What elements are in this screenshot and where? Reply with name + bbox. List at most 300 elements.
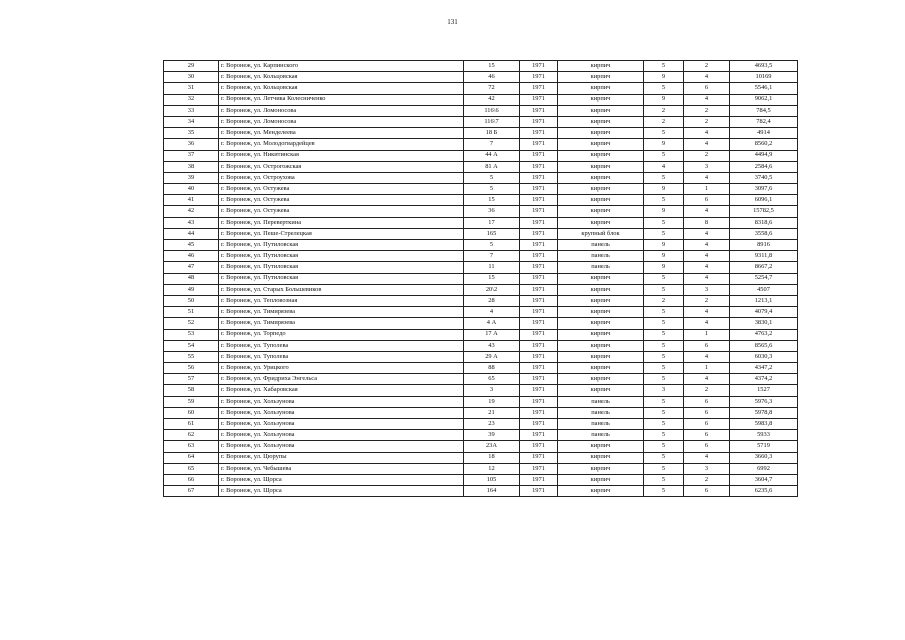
table-row: [164, 419, 798, 430]
house-number-cell: 105: [464, 474, 520, 485]
build-year-cell: 1971: [520, 72, 558, 83]
area-cell: 5933: [730, 430, 798, 441]
wall-material-cell: кирпич: [558, 351, 644, 362]
address-cell: г. Воронеж, ул. Тимирязева: [219, 318, 464, 329]
house-number-cell: 43: [464, 340, 520, 351]
row-number-cell: 43: [164, 217, 219, 228]
area-cell: 8560,2: [730, 139, 798, 150]
floors-cell: 4: [644, 161, 684, 172]
build-year-cell: 1971: [520, 195, 558, 206]
house-number-cell: 23: [464, 419, 520, 430]
house-number-cell: 65: [464, 374, 520, 385]
floors-cell: 9: [644, 240, 684, 251]
build-year-cell: 1971: [520, 273, 558, 284]
row-number-cell: 47: [164, 262, 219, 273]
house-number-cell: 4: [464, 307, 520, 318]
row-number-cell: 46: [164, 251, 219, 262]
table-row: [164, 452, 798, 463]
address-cell: г. Воронеж, ул. Тепловозная: [219, 295, 464, 306]
floors-cell: 9: [644, 262, 684, 273]
floors-cell: 5: [644, 419, 684, 430]
table-row: [164, 407, 798, 418]
area-cell: 6096,1: [730, 195, 798, 206]
wall-material-cell: панель: [558, 262, 644, 273]
row-number-cell: 44: [164, 228, 219, 239]
row-number-cell: 62: [164, 430, 219, 441]
area-cell: 3097,6: [730, 184, 798, 195]
build-year-cell: 1971: [520, 61, 558, 72]
row-number-cell: 61: [164, 419, 219, 430]
build-year-cell: 1971: [520, 150, 558, 161]
row-number-cell: 59: [164, 396, 219, 407]
floors-cell: 2: [644, 105, 684, 116]
table-row: [164, 150, 798, 161]
build-year-cell: 1971: [520, 262, 558, 273]
entrances-cell: 4: [684, 240, 730, 251]
address-cell: г. Воронеж, ул. Туполева: [219, 351, 464, 362]
address-cell: г. Воронеж, ул. Переверткина: [219, 217, 464, 228]
build-year-cell: 1971: [520, 184, 558, 195]
row-number-cell: 36: [164, 139, 219, 150]
address-cell: г. Воронеж, ул. Пеше-Стрелецкая: [219, 228, 464, 239]
row-number-cell: 35: [164, 128, 219, 139]
area-cell: 15782,5: [730, 206, 798, 217]
table-row: [164, 240, 798, 251]
address-cell: г. Воронеж, ул. Летчика Колесниченко: [219, 94, 464, 105]
build-year-cell: 1971: [520, 407, 558, 418]
wall-material-cell: кирпич: [558, 83, 644, 94]
address-cell: г. Воронеж, ул. Фридриха Энгельса: [219, 374, 464, 385]
floors-cell: 5: [644, 396, 684, 407]
table-row: [164, 94, 798, 105]
address-cell: г. Воронеж, ул. Тимирязева: [219, 307, 464, 318]
row-number-cell: 30: [164, 72, 219, 83]
address-cell: г. Воронеж, ул. Щорса: [219, 486, 464, 497]
entrances-cell: 4: [684, 307, 730, 318]
entrances-cell: 6: [684, 396, 730, 407]
table-row: [164, 295, 798, 306]
entrances-cell: 4: [684, 206, 730, 217]
area-cell: 10169: [730, 72, 798, 83]
area-cell: 1213,1: [730, 295, 798, 306]
address-cell: г. Воронеж, ул. Остужева: [219, 206, 464, 217]
row-number-cell: 52: [164, 318, 219, 329]
address-cell: г. Воронеж, ул. Хользунова: [219, 430, 464, 441]
area-cell: 5978,8: [730, 407, 798, 418]
floors-cell: 5: [644, 474, 684, 485]
floors-cell: 5: [644, 150, 684, 161]
address-cell: г. Воронеж, ул. Хользунова: [219, 441, 464, 452]
row-number-cell: 50: [164, 295, 219, 306]
wall-material-cell: кирпич: [558, 374, 644, 385]
floors-cell: 5: [644, 486, 684, 497]
entrances-cell: 4: [684, 128, 730, 139]
wall-material-cell: кирпич: [558, 284, 644, 295]
address-cell: г. Воронеж, ул. Путиловская: [219, 273, 464, 284]
address-cell: г. Воронеж, ул. Кольцовская: [219, 83, 464, 94]
house-number-cell: 23А: [464, 441, 520, 452]
table-row: [164, 351, 798, 362]
area-cell: 4693,5: [730, 61, 798, 72]
entrances-cell: 4: [684, 172, 730, 183]
row-number-cell: 33: [164, 105, 219, 116]
row-number-cell: 54: [164, 340, 219, 351]
house-number-cell: 17 А: [464, 329, 520, 340]
wall-material-cell: кирпич: [558, 195, 644, 206]
entrances-cell: 4: [684, 318, 730, 329]
house-number-cell: 15: [464, 195, 520, 206]
build-year-cell: 1971: [520, 128, 558, 139]
build-year-cell: 1971: [520, 161, 558, 172]
floors-cell: 5: [644, 430, 684, 441]
entrances-cell: 8: [684, 217, 730, 228]
entrances-cell: 2: [684, 385, 730, 396]
build-year-cell: 1971: [520, 240, 558, 251]
entrances-cell: 4: [684, 374, 730, 385]
wall-material-cell: кирпич: [558, 172, 644, 183]
wall-material-cell: панель: [558, 240, 644, 251]
row-number-cell: 40: [164, 184, 219, 195]
build-year-cell: 1971: [520, 228, 558, 239]
floors-cell: 5: [644, 217, 684, 228]
row-number-cell: 66: [164, 474, 219, 485]
area-cell: 4374,2: [730, 374, 798, 385]
row-number-cell: 64: [164, 452, 219, 463]
build-year-cell: 1971: [520, 396, 558, 407]
entrances-cell: 1: [684, 363, 730, 374]
wall-material-cell: кирпич: [558, 463, 644, 474]
build-year-cell: 1971: [520, 419, 558, 430]
area-cell: 4347,2: [730, 363, 798, 374]
wall-material-cell: кирпич: [558, 452, 644, 463]
entrances-cell: 3: [684, 284, 730, 295]
table-row: [164, 318, 798, 329]
address-cell: г. Воронеж, ул. Ломоносова: [219, 116, 464, 127]
house-number-cell: 20\2: [464, 284, 520, 295]
house-number-cell: 18: [464, 452, 520, 463]
table-row: [164, 284, 798, 295]
build-year-cell: 1971: [520, 486, 558, 497]
wall-material-cell: панель: [558, 419, 644, 430]
build-year-cell: 1971: [520, 441, 558, 452]
area-cell: 9311,8: [730, 251, 798, 262]
entrances-cell: 2: [684, 474, 730, 485]
address-cell: г. Воронеж, ул. Путиловская: [219, 251, 464, 262]
house-number-cell: 7: [464, 251, 520, 262]
house-number-cell: 29 А: [464, 351, 520, 362]
address-cell: г. Воронеж, ул. Менделеева: [219, 128, 464, 139]
area-cell: 9062,1: [730, 94, 798, 105]
entrances-cell: 2: [684, 61, 730, 72]
wall-material-cell: кирпич: [558, 206, 644, 217]
table-row: [164, 116, 798, 127]
entrances-cell: 4: [684, 262, 730, 273]
house-number-cell: 19: [464, 396, 520, 407]
area-cell: 3740,5: [730, 172, 798, 183]
address-cell: г. Воронеж, ул. Молодогвардейцев: [219, 139, 464, 150]
build-year-cell: 1971: [520, 430, 558, 441]
table-row: [164, 329, 798, 340]
address-cell: г. Воронеж, ул. Путиловская: [219, 262, 464, 273]
entrances-cell: 1: [684, 329, 730, 340]
floors-cell: 5: [644, 463, 684, 474]
address-cell: г. Воронеж, ул. Остроухова: [219, 172, 464, 183]
house-number-cell: 164: [464, 486, 520, 497]
table-row: [164, 385, 798, 396]
address-cell: г. Воронеж, ул. Цюрупы: [219, 452, 464, 463]
wall-material-cell: кирпич: [558, 385, 644, 396]
address-cell: г. Воронеж, ул. Старых Большевиков: [219, 284, 464, 295]
floors-cell: 9: [644, 94, 684, 105]
entrances-cell: 4: [684, 228, 730, 239]
floors-cell: 5: [644, 284, 684, 295]
house-number-cell: 42: [464, 94, 520, 105]
wall-material-cell: кирпич: [558, 307, 644, 318]
table-row: [164, 474, 798, 485]
address-cell: г. Воронеж, ул. Хользунова: [219, 407, 464, 418]
floors-cell: 2: [644, 295, 684, 306]
address-cell: г. Воронеж, ул. Хользунова: [219, 396, 464, 407]
address-cell: г. Воронеж, ул. Остужева: [219, 195, 464, 206]
area-cell: 5254,7: [730, 273, 798, 284]
table-row: [164, 396, 798, 407]
build-year-cell: 1971: [520, 385, 558, 396]
wall-material-cell: кирпич: [558, 441, 644, 452]
wall-material-cell: кирпич: [558, 318, 644, 329]
house-number-cell: 21: [464, 407, 520, 418]
wall-material-cell: кирпич: [558, 150, 644, 161]
house-number-cell: 36: [464, 206, 520, 217]
house-number-cell: 15: [464, 273, 520, 284]
entrances-cell: 4: [684, 94, 730, 105]
address-cell: г. Воронеж, ул. Торпедо: [219, 329, 464, 340]
table-row: [164, 83, 798, 94]
build-year-cell: 1971: [520, 318, 558, 329]
address-cell: г. Воронеж, ул. Острогожская: [219, 161, 464, 172]
wall-material-cell: кирпич: [558, 61, 644, 72]
entrances-cell: 6: [684, 430, 730, 441]
floors-cell: 5: [644, 83, 684, 94]
row-number-cell: 34: [164, 116, 219, 127]
address-cell: г. Воронеж, ул. Путиловская: [219, 240, 464, 251]
row-number-cell: 31: [164, 83, 219, 94]
floors-cell: 9: [644, 251, 684, 262]
wall-material-cell: кирпич: [558, 105, 644, 116]
area-cell: 4763,2: [730, 329, 798, 340]
build-year-cell: 1971: [520, 474, 558, 485]
table-row: [164, 363, 798, 374]
address-cell: г. Воронеж, ул. Урицкого: [219, 363, 464, 374]
wall-material-cell: кирпич: [558, 116, 644, 127]
row-number-cell: 29: [164, 61, 219, 72]
table-row: [164, 307, 798, 318]
wall-material-cell: кирпич: [558, 184, 644, 195]
floors-cell: 5: [644, 307, 684, 318]
entrances-cell: 6: [684, 83, 730, 94]
house-number-cell: 81 А: [464, 161, 520, 172]
table-row: [164, 463, 798, 474]
row-number-cell: 32: [164, 94, 219, 105]
row-number-cell: 60: [164, 407, 219, 418]
table-row: [164, 128, 798, 139]
house-number-cell: 3: [464, 385, 520, 396]
entrances-cell: 4: [684, 452, 730, 463]
build-year-cell: 1971: [520, 139, 558, 150]
build-year-cell: 1971: [520, 206, 558, 217]
house-number-cell: 116\6: [464, 105, 520, 116]
entrances-cell: 6: [684, 441, 730, 452]
build-year-cell: 1971: [520, 340, 558, 351]
table-row: [164, 172, 798, 183]
entrances-cell: 3: [684, 463, 730, 474]
build-year-cell: 1971: [520, 374, 558, 385]
entrances-cell: 3: [684, 161, 730, 172]
area-cell: 6030,3: [730, 351, 798, 362]
floors-cell: 3: [644, 385, 684, 396]
house-number-cell: 17: [464, 217, 520, 228]
area-cell: 4507: [730, 284, 798, 295]
house-number-cell: 116\7: [464, 116, 520, 127]
row-number-cell: 38: [164, 161, 219, 172]
area-cell: 6992: [730, 463, 798, 474]
table-row: [164, 374, 798, 385]
address-cell: г. Воронеж, ул. Чебышева: [219, 463, 464, 474]
house-number-cell: 88: [464, 363, 520, 374]
floors-cell: 5: [644, 340, 684, 351]
floors-cell: 5: [644, 363, 684, 374]
house-number-cell: 12: [464, 463, 520, 474]
wall-material-cell: крупный блок: [558, 228, 644, 239]
house-number-cell: 44 А: [464, 150, 520, 161]
row-number-cell: 67: [164, 486, 219, 497]
house-number-cell: 39: [464, 430, 520, 441]
build-year-cell: 1971: [520, 251, 558, 262]
build-year-cell: 1971: [520, 172, 558, 183]
build-year-cell: 1971: [520, 94, 558, 105]
area-cell: 3660,3: [730, 452, 798, 463]
row-number-cell: 63: [164, 441, 219, 452]
wall-material-cell: панель: [558, 407, 644, 418]
house-number-cell: 7: [464, 139, 520, 150]
entrances-cell: 6: [684, 419, 730, 430]
house-number-cell: 72: [464, 83, 520, 94]
area-cell: 4494,9: [730, 150, 798, 161]
floors-cell: 9: [644, 72, 684, 83]
build-year-cell: 1971: [520, 295, 558, 306]
table-row: [164, 61, 798, 72]
entrances-cell: 4: [684, 139, 730, 150]
floors-cell: 2: [644, 116, 684, 127]
table-row: [164, 184, 798, 195]
entrances-cell: 4: [684, 251, 730, 262]
wall-material-cell: кирпич: [558, 139, 644, 150]
floors-cell: 5: [644, 195, 684, 206]
house-number-cell: 11: [464, 262, 520, 273]
area-cell: 8318,6: [730, 217, 798, 228]
floors-cell: 5: [644, 407, 684, 418]
floors-cell: 5: [644, 128, 684, 139]
area-cell: 784,5: [730, 105, 798, 116]
floors-cell: 5: [644, 318, 684, 329]
build-year-cell: 1971: [520, 363, 558, 374]
area-cell: 3558,6: [730, 228, 798, 239]
address-cell: г. Воронеж, ул. Карпинского: [219, 61, 464, 72]
build-year-cell: 1971: [520, 463, 558, 474]
entrances-cell: 6: [684, 340, 730, 351]
table-row: [164, 195, 798, 206]
entrances-cell: 4: [684, 273, 730, 284]
housing-registry-table: [163, 60, 798, 497]
table-row: [164, 273, 798, 284]
address-cell: г. Воронеж, ул. Никитинская: [219, 150, 464, 161]
area-cell: 6235,6: [730, 486, 798, 497]
build-year-cell: 1971: [520, 83, 558, 94]
table-row: [164, 217, 798, 228]
address-cell: г. Воронеж, ул. Кольцовская: [219, 72, 464, 83]
wall-material-cell: кирпич: [558, 340, 644, 351]
row-number-cell: 42: [164, 206, 219, 217]
wall-material-cell: кирпич: [558, 486, 644, 497]
wall-material-cell: кирпич: [558, 128, 644, 139]
area-cell: 8667,2: [730, 262, 798, 273]
floors-cell: 5: [644, 228, 684, 239]
table-row: [164, 262, 798, 273]
area-cell: 3604,7: [730, 474, 798, 485]
entrances-cell: 2: [684, 116, 730, 127]
floors-cell: 5: [644, 374, 684, 385]
area-cell: 5719: [730, 441, 798, 452]
build-year-cell: 1971: [520, 452, 558, 463]
row-number-cell: 45: [164, 240, 219, 251]
area-cell: 3830,1: [730, 318, 798, 329]
wall-material-cell: кирпич: [558, 161, 644, 172]
entrances-cell: 6: [684, 195, 730, 206]
wall-material-cell: кирпич: [558, 72, 644, 83]
address-cell: г. Воронеж, ул. Хабаровская: [219, 385, 464, 396]
address-cell: г. Воронеж, ул. Ломоносова: [219, 105, 464, 116]
area-cell: 4914: [730, 128, 798, 139]
table-row: [164, 139, 798, 150]
address-cell: г. Воронеж, ул. Туполева: [219, 340, 464, 351]
row-number-cell: 56: [164, 363, 219, 374]
row-number-cell: 48: [164, 273, 219, 284]
address-cell: г. Воронеж, ул. Хользунова: [219, 419, 464, 430]
wall-material-cell: кирпич: [558, 217, 644, 228]
wall-material-cell: кирпич: [558, 273, 644, 284]
floors-cell: 5: [644, 273, 684, 284]
row-number-cell: 58: [164, 385, 219, 396]
entrances-cell: 2: [684, 150, 730, 161]
row-number-cell: 57: [164, 374, 219, 385]
table-row: [164, 430, 798, 441]
area-cell: 5546,1: [730, 83, 798, 94]
house-number-cell: 165: [464, 228, 520, 239]
area-cell: 782,4: [730, 116, 798, 127]
build-year-cell: 1971: [520, 307, 558, 318]
table-row: [164, 206, 798, 217]
wall-material-cell: кирпич: [558, 295, 644, 306]
area-cell: 8916: [730, 240, 798, 251]
table-row: [164, 228, 798, 239]
entrances-cell: 6: [684, 407, 730, 418]
page-number: 131: [447, 18, 458, 26]
wall-material-cell: панель: [558, 396, 644, 407]
wall-material-cell: панель: [558, 430, 644, 441]
area-cell: 5976,3: [730, 396, 798, 407]
wall-material-cell: кирпич: [558, 474, 644, 485]
wall-material-cell: кирпич: [558, 329, 644, 340]
house-number-cell: 5: [464, 240, 520, 251]
